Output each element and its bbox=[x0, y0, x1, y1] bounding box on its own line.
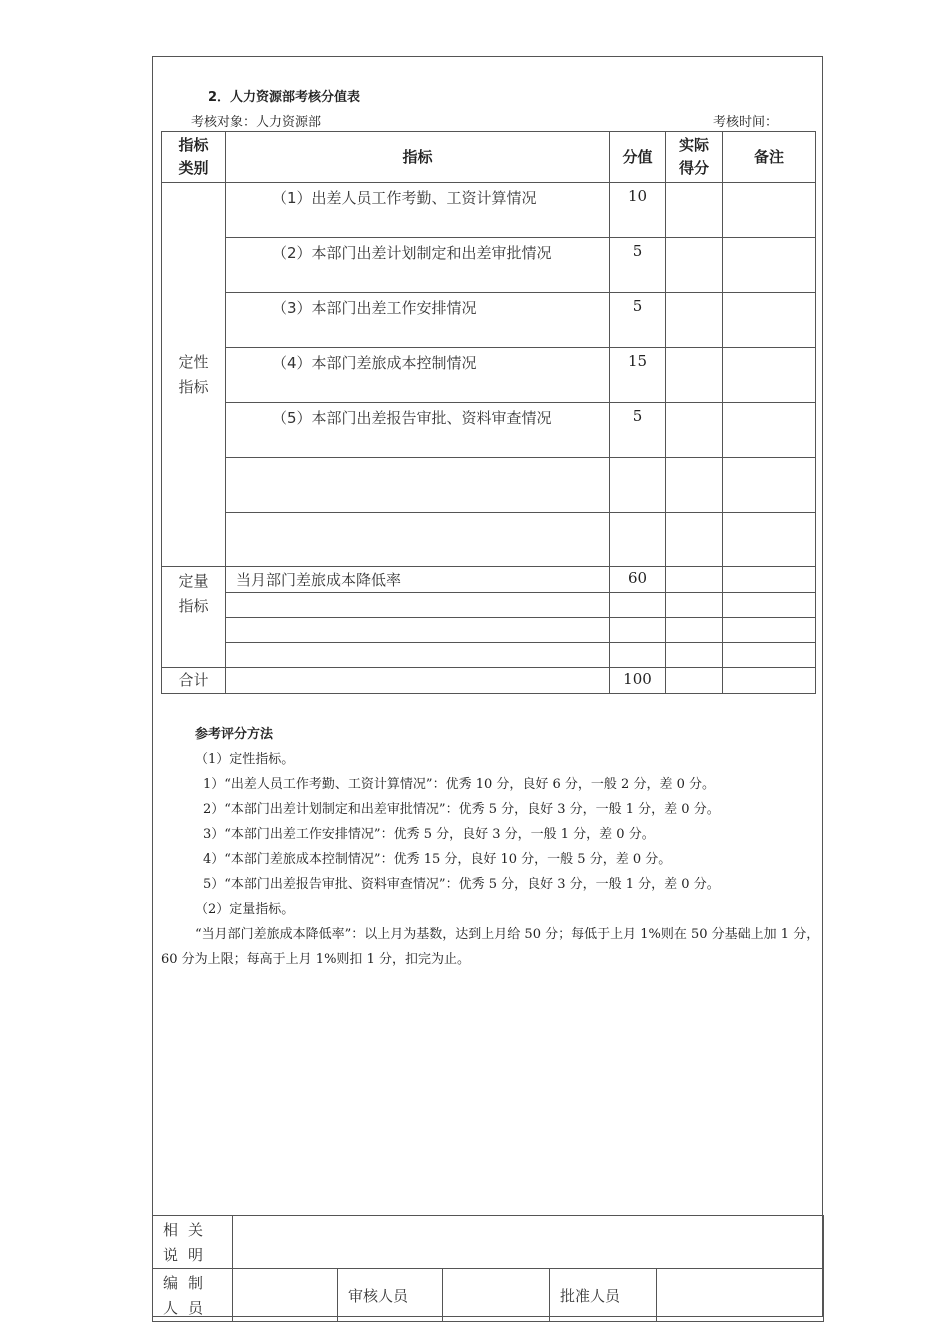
table-row bbox=[162, 238, 816, 293]
actual-score-cell[interactable] bbox=[666, 348, 723, 403]
header-category: 指标类别 bbox=[162, 132, 226, 183]
header-score: 分值 bbox=[610, 132, 666, 183]
indicator-cell: （4）本部门差旅成本控制情况 bbox=[226, 348, 610, 403]
score-cell[interactable] bbox=[610, 618, 666, 643]
scoring-method bbox=[161, 722, 821, 972]
related-notes-row bbox=[153, 1216, 824, 1269]
actual-score-cell[interactable] bbox=[666, 238, 723, 293]
remarks-cell[interactable] bbox=[723, 348, 816, 403]
table-row bbox=[162, 567, 816, 593]
approver-field[interactable] bbox=[657, 1269, 824, 1322]
assessment-object: 考核对象：人力资源部 bbox=[191, 115, 322, 130]
header-remarks: 备注 bbox=[723, 132, 816, 183]
table-row bbox=[162, 293, 816, 348]
actual-score-cell[interactable] bbox=[666, 643, 723, 668]
method-item: 2）“本部门出差计划制定和出差审批情况”：优秀 5 分，良好 3 分，一般 1 分，差 0 分。 bbox=[203, 802, 720, 817]
remarks-cell[interactable] bbox=[723, 618, 816, 643]
method-item: 1）“出差人员工作考勤、工资计算情况”：优秀 10 分，良好 6 分，一般 2 分，差 0 分。 bbox=[203, 777, 715, 792]
remarks-cell[interactable] bbox=[723, 567, 816, 593]
actual-score-cell[interactable] bbox=[666, 293, 723, 348]
score-table bbox=[161, 131, 816, 694]
indicator-cell[interactable] bbox=[226, 458, 610, 513]
remarks-cell[interactable] bbox=[723, 183, 816, 238]
total-label: 合计 bbox=[162, 668, 226, 694]
score-cell[interactable] bbox=[610, 513, 666, 567]
score-cell: 5 bbox=[610, 238, 666, 293]
remarks-cell[interactable] bbox=[723, 458, 816, 513]
remarks-cell[interactable] bbox=[723, 513, 816, 567]
qualitative-heading: （1）定性指标。 bbox=[195, 752, 295, 767]
remarks-cell[interactable] bbox=[723, 643, 816, 668]
indicator-cell: （2）本部门出差计划制定和出差审批情况 bbox=[226, 238, 610, 293]
score-cell: 5 bbox=[610, 403, 666, 458]
indicator-cell: （5）本部门出差报告审批、资料审查情况 bbox=[226, 403, 610, 458]
actual-score-cell[interactable] bbox=[666, 403, 723, 458]
indicator-cell: （3）本部门出差工作安排情况 bbox=[226, 293, 610, 348]
total-actual-score-cell[interactable] bbox=[666, 668, 723, 694]
total-indicator-cell bbox=[226, 668, 610, 694]
score-cell: 5 bbox=[610, 293, 666, 348]
indicator-cell[interactable] bbox=[226, 593, 610, 618]
indicator-cell[interactable] bbox=[226, 513, 610, 567]
total-row bbox=[162, 668, 816, 694]
table-row-empty bbox=[162, 458, 816, 513]
related-notes-label: 相关说明 bbox=[153, 1216, 233, 1269]
method-item: 4）“本部门差旅成本控制情况”：优秀 15 分，良好 10 分，一般 5 分，差 0 分。 bbox=[203, 852, 672, 867]
total-remarks-cell[interactable] bbox=[723, 668, 816, 694]
table-row-empty bbox=[162, 643, 816, 668]
table-row-empty bbox=[162, 513, 816, 567]
indicator-cell[interactable] bbox=[226, 643, 610, 668]
score-cell[interactable] bbox=[610, 593, 666, 618]
remarks-cell[interactable] bbox=[723, 403, 816, 458]
approver-label: 批准人员 bbox=[550, 1269, 657, 1322]
method-item: 5）“本部门出差报告审批、资料审查情况”：优秀 5 分，良好 3 分，一般 1 分，差 0 分。 bbox=[203, 877, 720, 892]
remarks-cell[interactable] bbox=[723, 593, 816, 618]
table-header-row bbox=[162, 132, 816, 183]
table-row-empty bbox=[162, 618, 816, 643]
indicator-cell: （1）出差人员工作考勤、工资计算情况 bbox=[226, 183, 610, 238]
reviewer-field[interactable] bbox=[443, 1269, 550, 1322]
score-cell[interactable] bbox=[610, 643, 666, 668]
prepared-by-label: 编制人员 bbox=[153, 1269, 233, 1322]
qualitative-category: 定性指标 bbox=[162, 183, 226, 567]
footer-table bbox=[152, 1215, 824, 1322]
score-cell: 60 bbox=[610, 567, 666, 593]
score-cell[interactable] bbox=[610, 458, 666, 513]
actual-score-cell[interactable] bbox=[666, 567, 723, 593]
section-title: 2．人力资源部考核分值表 bbox=[208, 90, 361, 105]
actual-score-cell[interactable] bbox=[666, 458, 723, 513]
indicator-cell[interactable] bbox=[226, 618, 610, 643]
assessment-time: 考核时间： bbox=[713, 115, 779, 130]
quantitative-heading: （2）定量指标。 bbox=[195, 902, 295, 917]
header-actual-score: 实际得分 bbox=[666, 132, 723, 183]
signature-row bbox=[153, 1269, 824, 1322]
prepared-by-field[interactable] bbox=[233, 1269, 338, 1322]
method-title: 参考评分方法 bbox=[195, 727, 274, 742]
total-score: 100 bbox=[610, 668, 666, 694]
reviewer-label: 审核人员 bbox=[338, 1269, 443, 1322]
actual-score-cell[interactable] bbox=[666, 618, 723, 643]
actual-score-cell[interactable] bbox=[666, 513, 723, 567]
indicator-cell: 当月部门差旅成本降低率 bbox=[226, 567, 610, 593]
method-item: 3）“本部门出差工作安排情况”：优秀 5 分，良好 3 分，一般 1 分，差 0 分。 bbox=[203, 827, 655, 842]
remarks-cell[interactable] bbox=[723, 238, 816, 293]
related-notes-field[interactable] bbox=[233, 1216, 824, 1269]
actual-score-cell[interactable] bbox=[666, 593, 723, 618]
quantitative-category: 定量指标 bbox=[162, 567, 226, 668]
table-row bbox=[162, 403, 816, 458]
header-indicator: 指标 bbox=[226, 132, 610, 183]
remarks-cell[interactable] bbox=[723, 293, 816, 348]
table-row-empty bbox=[162, 593, 816, 618]
table-row bbox=[162, 183, 816, 238]
actual-score-cell[interactable] bbox=[666, 183, 723, 238]
quantitative-text: “当月部门差旅成本降低率”：以上月为基数，达到上月给 50 分；每低于上月 1%则在 50 分基础上加 1 分，60 分为上限；每高于上月 1%则扣 1 分，扣完为止。 bbox=[161, 927, 820, 967]
score-cell: 10 bbox=[610, 183, 666, 238]
score-cell: 15 bbox=[610, 348, 666, 403]
table-row bbox=[162, 348, 816, 403]
